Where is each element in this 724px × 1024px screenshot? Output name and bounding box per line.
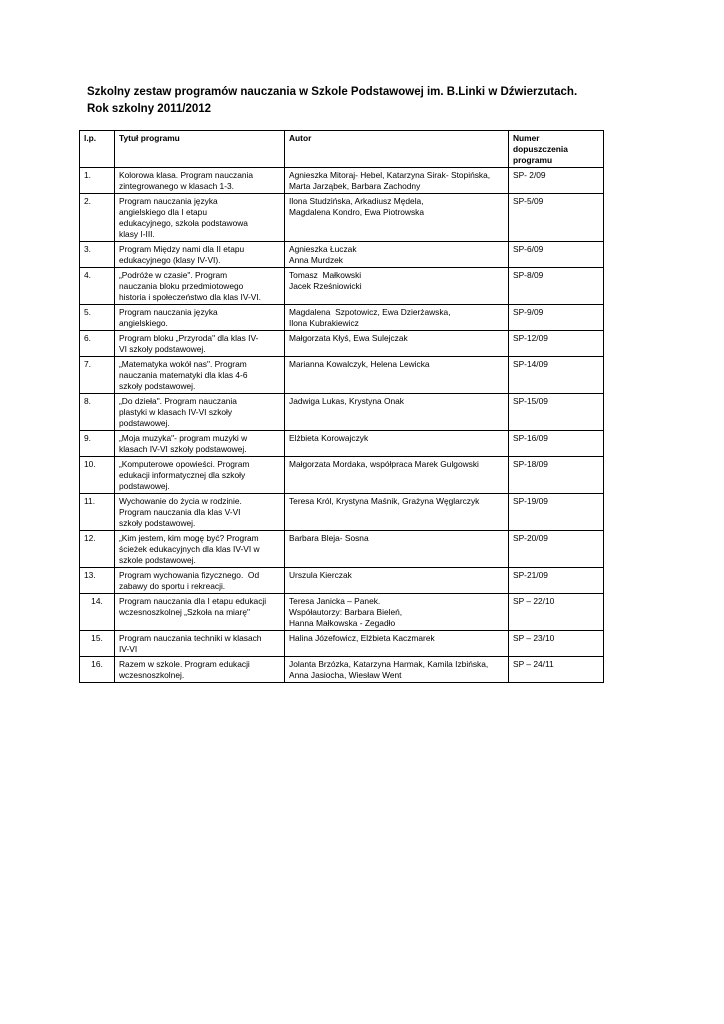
cell-author <box>285 242 509 268</box>
cell-title-line: „Komputerowe opowieści. Program <box>119 459 250 469</box>
cell-title-line: Wychowanie do życia w rodzinie. <box>119 496 242 506</box>
title-line-2: Rok szkolny 2011/2012 <box>87 103 212 115</box>
cell-lp: 8. <box>80 394 115 431</box>
cell-title <box>115 568 285 594</box>
cell-number: SP-8/09 <box>509 268 604 305</box>
cell-author <box>285 331 509 357</box>
cell-title <box>115 242 285 268</box>
cell-author-line: Urszula Kierczak <box>289 570 352 580</box>
cell-author-line: Barbara Bleja- Sosna <box>289 533 369 543</box>
cell-title <box>115 494 285 531</box>
table-row <box>80 305 604 331</box>
cell-title-line: edukacji informatycznej dla szkoły <box>119 470 246 480</box>
cell-author <box>285 494 509 531</box>
cell-author <box>285 168 509 194</box>
cell-author <box>285 357 509 394</box>
cell-lp: 9. <box>80 431 115 457</box>
cell-lp: 10. <box>80 457 115 494</box>
cell-lp: 14. <box>80 594 115 631</box>
cell-lp: 12. <box>80 531 115 568</box>
cell-author-line: Małgorzata Mordaka, współpraca Marek Gulgowski <box>289 459 479 469</box>
cell-author-line: Anna Murdzek <box>289 255 343 265</box>
cell-title-line: VI szkoły podstawowej. <box>119 344 206 354</box>
cell-title-line: Razem w szkole. Program edukacji <box>119 659 250 669</box>
cell-author-line: Agnieszka Łuczak <box>289 244 357 254</box>
table-row <box>80 168 604 194</box>
cell-title-line: „Matematyka wokół nas". Program <box>119 359 247 369</box>
cell-lp: 15. <box>80 631 115 657</box>
cell-author-line: Jolanta Brzózka, Katarzyna Harmak, Kamila Izbińska, <box>289 659 489 669</box>
table-row <box>80 494 604 531</box>
cell-title-line: wczesnoszkolnej. <box>119 670 185 680</box>
table-row <box>80 357 604 394</box>
cell-title-line: plastyki w klasach IV-VI szkoły <box>119 407 233 417</box>
cell-title-line: klasy I-III. <box>119 229 155 239</box>
cell-lp: 1. <box>80 168 115 194</box>
cell-title <box>115 457 285 494</box>
cell-author <box>285 531 509 568</box>
cell-title-line: zabawy do sportu i rekreacji. <box>119 581 226 591</box>
cell-author-line: Małgorzata Kłyś, Ewa Sulejczak <box>289 333 408 343</box>
table-row <box>80 268 604 305</box>
cell-author-line: Anna Jasiocha, Wiesław Went <box>289 670 402 680</box>
table-row <box>80 331 604 357</box>
cell-number: SP-5/09 <box>509 194 604 242</box>
cell-author-line: Teresa Janicka – Panek. <box>289 596 381 606</box>
cell-title-line: edukacyjnego (klasy IV-VI). <box>119 255 221 265</box>
cell-number: SP-12/09 <box>509 331 604 357</box>
cell-lp: 13. <box>80 568 115 594</box>
cell-title-line: szkole podstawowej. <box>119 555 196 565</box>
cell-title-line: wczesnoszkolnej „Szkoła na miarę" <box>119 607 250 617</box>
cell-title-line: nauczania matematyki dla klas 4-6 <box>119 370 248 380</box>
table-row <box>80 568 604 594</box>
table-row <box>80 657 604 683</box>
cell-title-line: Program wychowania fizycznego. Od <box>119 570 260 580</box>
cell-title-line: Kolorowa klasa. Program nauczania <box>119 170 254 180</box>
cell-title <box>115 594 285 631</box>
cell-title-line: Program nauczania dla klas V-VI <box>119 507 241 517</box>
cell-number: SP – 22/10 <box>509 594 604 631</box>
cell-author-line: Jacek Rześniowicki <box>289 281 362 291</box>
table-body <box>80 168 604 683</box>
cell-author <box>285 657 509 683</box>
cell-title-line: Program nauczania dla I etapu edukacji <box>119 596 267 606</box>
cell-title-line: ścieżek edukacyjnych dla klas IV-VI w <box>119 544 260 554</box>
cell-title-line: Program nauczania techniki w klasach <box>119 633 262 643</box>
cell-number: SP-9/09 <box>509 305 604 331</box>
cell-title-line: „Moja muzyka"- program muzyki w <box>119 433 248 443</box>
cell-title-line: Program Między nami dla II etapu <box>119 244 245 254</box>
cell-title-line: klasach IV-VI szkoły podstawowej. <box>119 444 247 454</box>
cell-number: SP – 24/11 <box>509 657 604 683</box>
header-author: Autor <box>285 131 509 168</box>
cell-author-line: Jadwiga Lukas, Krystyna Onak <box>289 396 404 406</box>
cell-title <box>115 305 285 331</box>
cell-title-line: historia i społeczeństwo dla klas IV-VI. <box>119 292 261 302</box>
table-header-row <box>80 131 604 168</box>
cell-title <box>115 268 285 305</box>
cell-author <box>285 431 509 457</box>
table-row <box>80 431 604 457</box>
cell-title-line: „Do dzieła". Program nauczania <box>119 396 237 406</box>
cell-title-line: IV-VI <box>119 644 138 654</box>
table-row <box>80 531 604 568</box>
cell-title-line: edukacyjnego, szkoła podstawowa <box>119 218 248 228</box>
cell-author-line: Halina Józefowicz, Elżbieta Kaczmarek <box>289 633 435 643</box>
cell-number: SP-19/09 <box>509 494 604 531</box>
cell-title-line: podstawowej. <box>119 418 170 428</box>
cell-author <box>285 394 509 431</box>
cell-author-line: Ilona Kubrakiewicz <box>289 318 359 328</box>
header-number-line: Numer <box>513 133 540 143</box>
cell-title-line: Program nauczania języka <box>119 307 218 317</box>
cell-lp: 7. <box>80 357 115 394</box>
cell-author-line: Agnieszka Mitoraj- Hebel, Katarzyna Sirak- Stopińska, <box>289 170 491 180</box>
cell-lp: 16. <box>80 657 115 683</box>
title-line-1: Szkolny zestaw programów nauczania w Szkole Podstawowej im. B.Linki w Dźwierzutach. <box>87 86 578 98</box>
cell-title-line: szkoły podstawowej. <box>119 518 196 528</box>
cell-title <box>115 394 285 431</box>
cell-title-line: angielskiego. <box>119 318 168 328</box>
cell-title-line: zintegrowanego w klasach 1-3. <box>119 181 234 191</box>
cell-title-line: „Kim jestem, kim mogę być? Program <box>119 533 259 543</box>
cell-author-line: Ilona Studzińska, Arkadiusz Mędela, <box>289 196 424 206</box>
programs-table <box>79 130 604 683</box>
cell-number: SP-18/09 <box>509 457 604 494</box>
cell-title-line: nauczania bloku przedmiotowego <box>119 281 244 291</box>
table-row <box>80 631 604 657</box>
cell-title <box>115 531 285 568</box>
cell-title-line: „Podróże w czasie". Program <box>119 270 228 280</box>
cell-lp: 5. <box>80 305 115 331</box>
cell-number: SP- 2/09 <box>509 168 604 194</box>
table-row <box>80 457 604 494</box>
table-row <box>80 194 604 242</box>
cell-title <box>115 631 285 657</box>
cell-number: SP-6/09 <box>509 242 604 268</box>
cell-author-line: Magdalena Kondro, Ewa Piotrowska <box>289 207 425 217</box>
cell-title-line: Program nauczania języka <box>119 196 218 206</box>
cell-lp: 2. <box>80 194 115 242</box>
cell-title-line: szkoły podstawowej. <box>119 381 196 391</box>
cell-author-line: Elżbieta Korowajczyk <box>289 433 369 443</box>
cell-number: SP-16/09 <box>509 431 604 457</box>
header-number-line: dopuszczenia <box>513 144 568 154</box>
header-title: Tytuł programu <box>115 131 285 168</box>
cell-number: SP-14/09 <box>509 357 604 394</box>
cell-number: SP-20/09 <box>509 531 604 568</box>
cell-title <box>115 657 285 683</box>
cell-author <box>285 305 509 331</box>
cell-author-line: Marianna Kowalczyk, Helena Lewicka <box>289 359 430 369</box>
cell-lp: 11. <box>80 494 115 531</box>
cell-lp: 4. <box>80 268 115 305</box>
cell-author <box>285 457 509 494</box>
document-title <box>87 84 647 118</box>
cell-title <box>115 331 285 357</box>
header-number-line: programu <box>513 155 553 165</box>
cell-title-line: podstawowej. <box>119 481 170 491</box>
cell-author <box>285 268 509 305</box>
cell-title <box>115 194 285 242</box>
cell-number: SP-21/09 <box>509 568 604 594</box>
table-row <box>80 594 604 631</box>
header-number <box>509 131 604 168</box>
cell-lp: 6. <box>80 331 115 357</box>
cell-author <box>285 631 509 657</box>
cell-author-line: Marta Jarząbek, Barbara Zachodny <box>289 181 421 191</box>
cell-author <box>285 594 509 631</box>
cell-title <box>115 357 285 394</box>
cell-author-line: Hanna Małkowska - Zegadło <box>289 618 396 628</box>
cell-lp: 3. <box>80 242 115 268</box>
header-lp: l.p. <box>80 131 115 168</box>
cell-author-line: Tomasz Małkowski <box>289 270 362 280</box>
cell-title-line: angielskiego dla I etapu <box>119 207 208 217</box>
cell-author-line: Teresa Król, Krystyna Maśnik, Grażyna Węglarczyk <box>289 496 480 506</box>
table-row <box>80 242 604 268</box>
cell-title-line: Program bloku „Przyroda" dla klas IV- <box>119 333 259 343</box>
cell-author <box>285 194 509 242</box>
cell-author-line: Magdalena Szpotowicz, Ewa Dzierżawska, <box>289 307 451 317</box>
cell-title <box>115 168 285 194</box>
cell-title <box>115 431 285 457</box>
cell-number: SP-15/09 <box>509 394 604 431</box>
table-row <box>80 394 604 431</box>
cell-number: SP – 23/10 <box>509 631 604 657</box>
cell-author-line: Współautorzy: Barbara Bieleń, <box>289 607 403 617</box>
cell-author <box>285 568 509 594</box>
